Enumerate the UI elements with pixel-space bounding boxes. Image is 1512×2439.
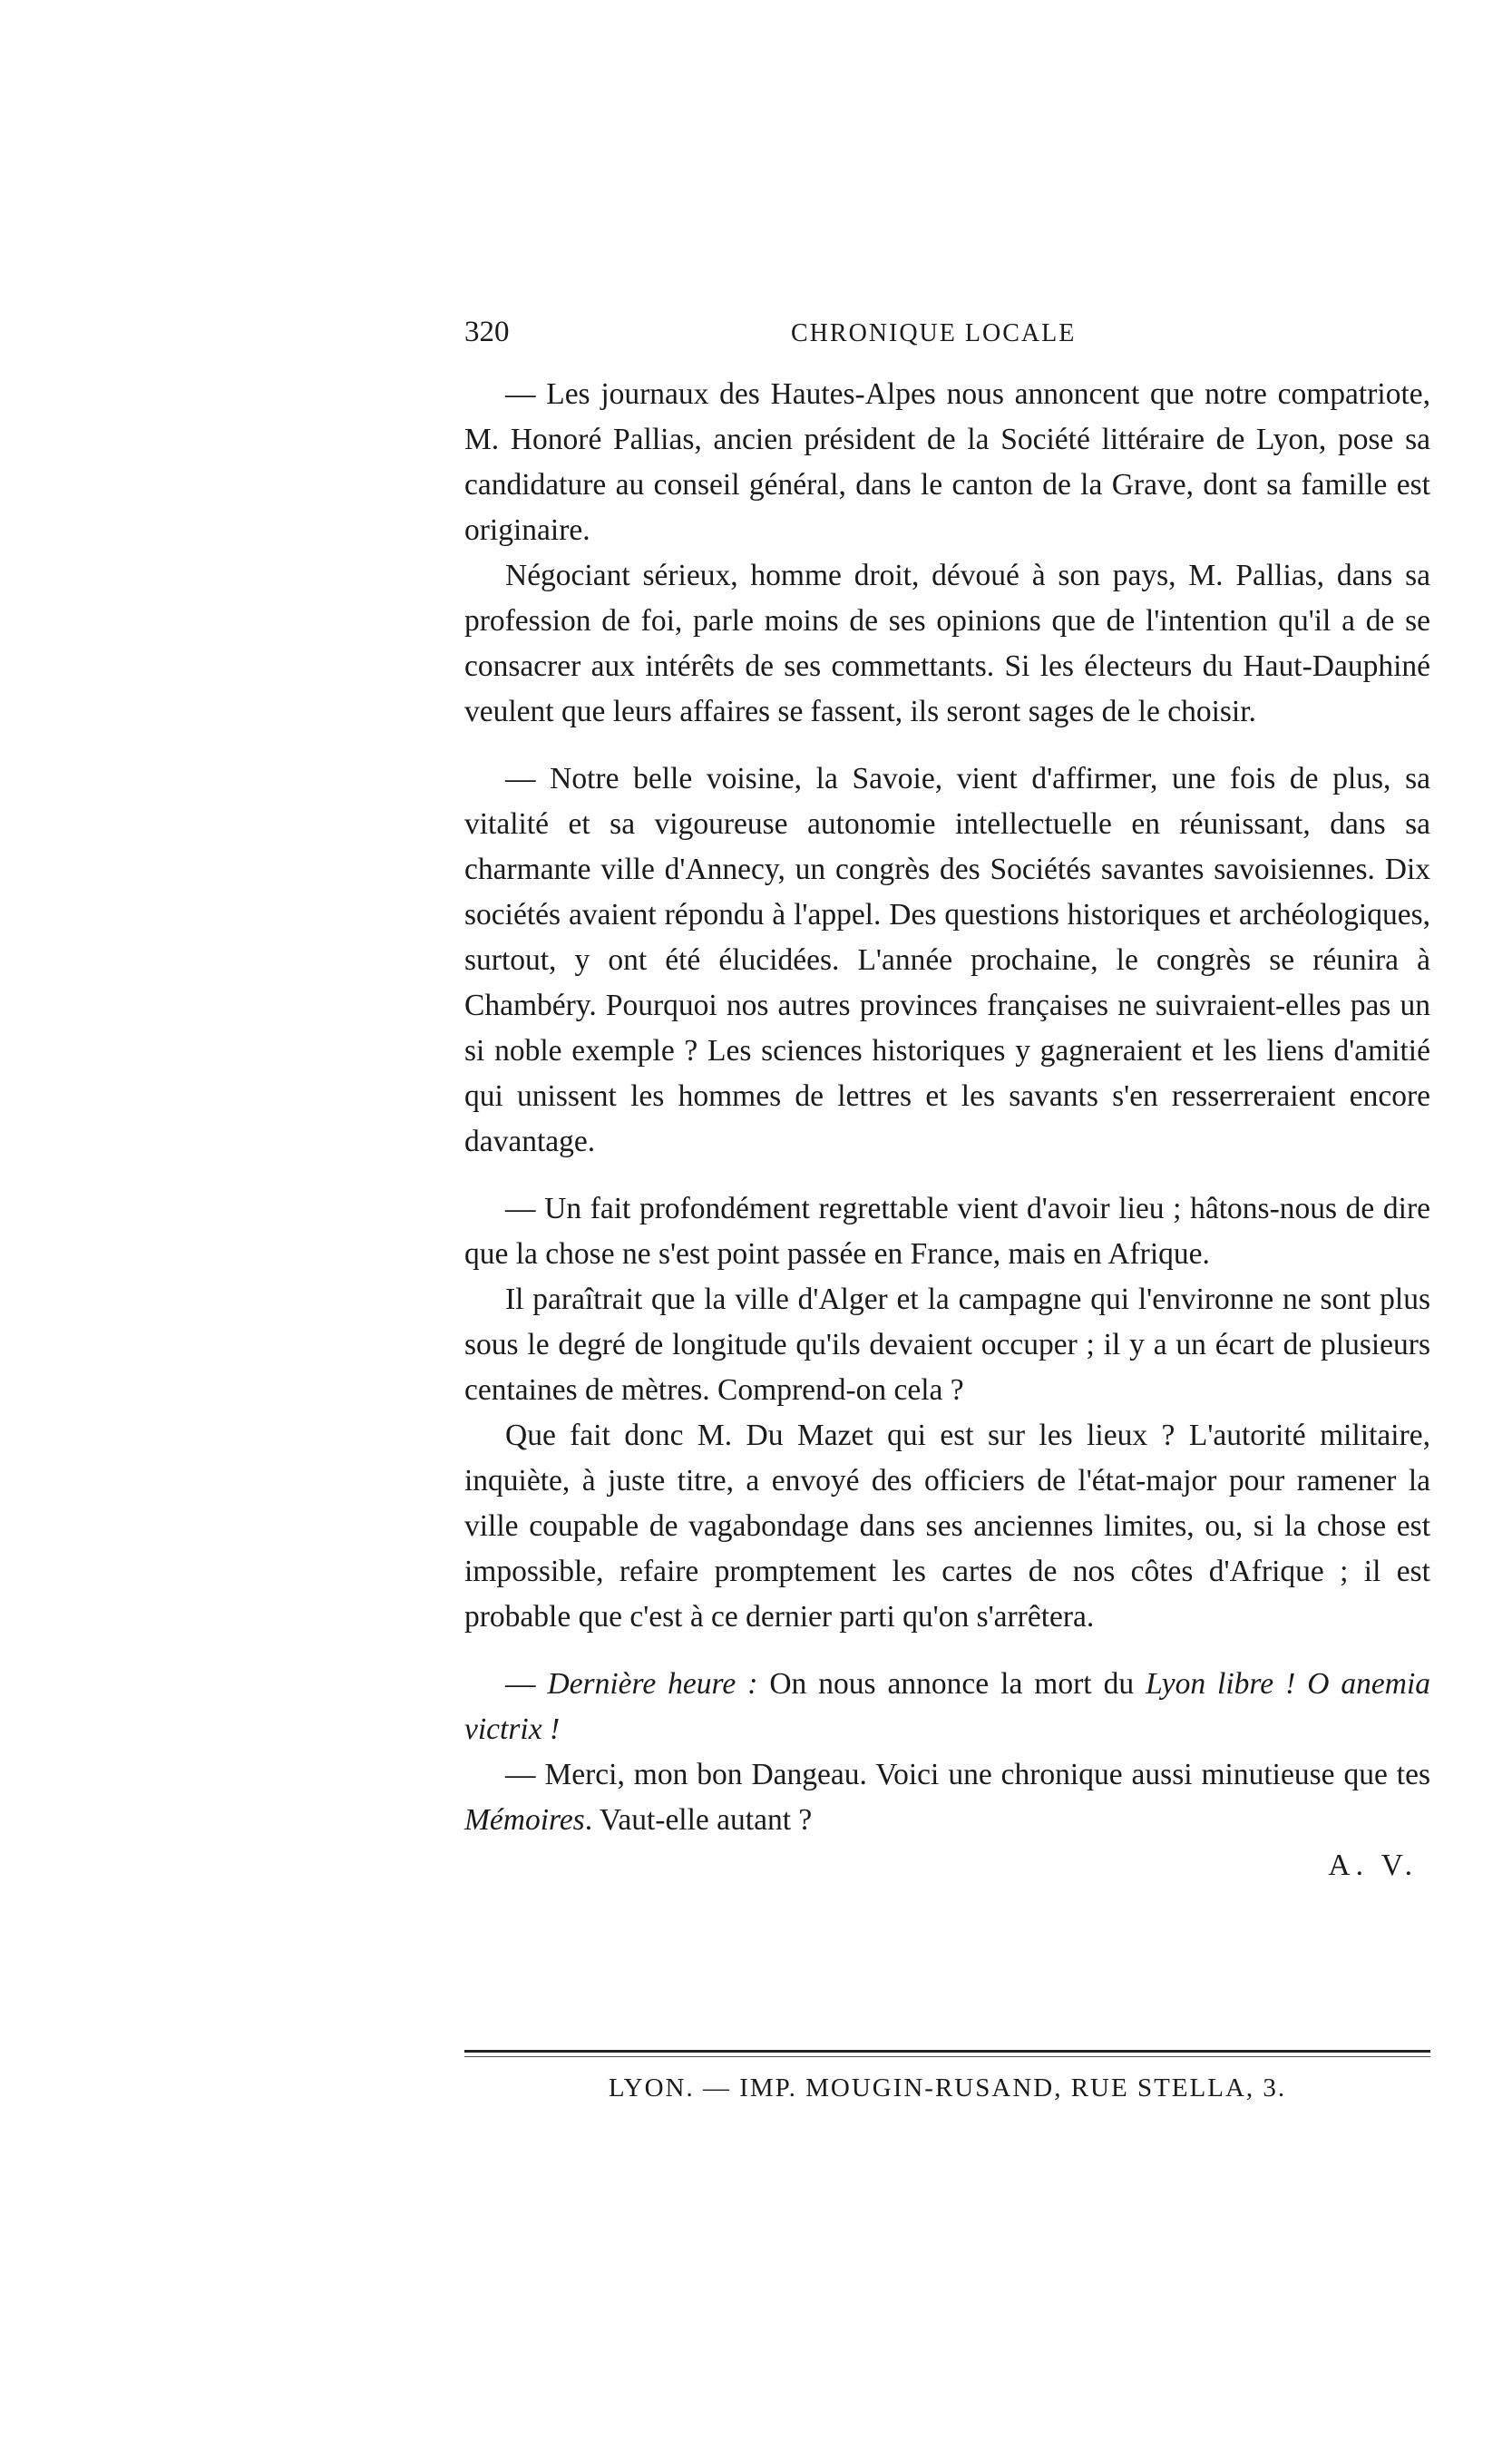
paragraph-pallias-candidature: — Les journaux des Hautes-Alpes nous annoncent que notre compatriote, M. Honoré Pallias, ancien président de la Société littéraire de Lyon, pose sa candidature au conseil général, dans le canton de la Grave, dont sa famille est originaire. — [464, 377, 1430, 547]
derniere-heure-label: Dernière heure : — [547, 1667, 758, 1701]
dash: — — [505, 1667, 548, 1701]
derniere-heure-text: On nous annonce la mort du — [757, 1667, 1146, 1701]
running-title: CHRONIQUE LOCALE — [791, 319, 1077, 347]
paragraph-dangeau — [464, 1752, 1430, 1843]
footer-rule — [464, 2050, 1430, 2053]
dangeau-text-end: . Vaut-elle autant ? — [584, 1803, 813, 1837]
memoires-title: Mémoires — [464, 1803, 585, 1837]
article-body — [464, 372, 1430, 1888]
paragraph-savoie-congres: — Notre belle voisine, la Savoie, vient d'affirmer, une fois de plus, sa vitalité et sa vigoureuse autonomie intellectuelle en réunissant, dans sa charmante ville d'Annecy, un congrès des Sociétés savantes savoisiennes. Dix sociétés avaient répondu à l'appel. Des questions historiques et archéologiques, surtout, y ont été élucidées. L'année prochaine, le congrès se réunira à Chambéry. Pourquoi nos autres provinces françaises ne suivraient-elles pas un si noble exemple ? Les sciences historiques y gagneraient et les liens d'amitié qui unissent les hommes de lettres et les savants s'en resserreraient encore davantage. — [464, 762, 1430, 1158]
paragraph-fait-regrettable: — Un fait profondément regrettable vient d'avoir lieu ; hâtons-nous de dire que la chose ne s'est point passée en France, mais en Afrique. — [464, 1192, 1430, 1271]
lyon-libre-title: Lyon libre ! O anemia victrix ! — [464, 1667, 1431, 1746]
dangeau-text-start: — Merci, mon bon Dangeau. Voici une chronique aussi minutieuse que tes — [505, 1758, 1430, 1791]
running-head — [464, 316, 1430, 352]
signature: A. V. — [1328, 1849, 1418, 1882]
paragraph-du-mazet: Que fait donc M. Du Mazet qui est sur les lieux ? L'autorité militaire, inquiète, à juste titre, a envoyé des officiers de l'état-major pour ramener la ville coupable de vagabondage dans ses anciennes limites, ou, si la chose est impossible, refaire promptement les cartes de nos côtes d'Afrique ; il est probable que c'est à ce dernier parti qu'on s'arrêtera. — [464, 1419, 1430, 1634]
printer-imprint: LYON. — IMP. MOUGIN-RUSAND, RUE STELLA, 3. — [608, 2073, 1287, 2102]
footer-rule-thin — [464, 2056, 1430, 2057]
paragraph-derniere-heure — [464, 1662, 1430, 1752]
page-number: 320 — [464, 316, 510, 348]
paragraph-pallias-profession: Négociant sérieux, homme droit, dévoué à son pays, M. Pallias, dans sa profession de foi, parle moins de ses opinions que de l'intention qu'il a de se consacrer aux intérêts de ses commettants. Si les électeurs du Haut-Dauphiné veulent que leurs affaires se fassent, ils seront sages de le choisir. — [464, 559, 1430, 728]
paragraph-alger-longitude: Il paraîtrait que la ville d'Alger et la campagne qui l'environne ne sont plus sous le degré de longitude qu'ils devaient occuper ; il y a un écart de plusieurs centaines de mètres. Comprend-on cela ? — [464, 1283, 1430, 1407]
